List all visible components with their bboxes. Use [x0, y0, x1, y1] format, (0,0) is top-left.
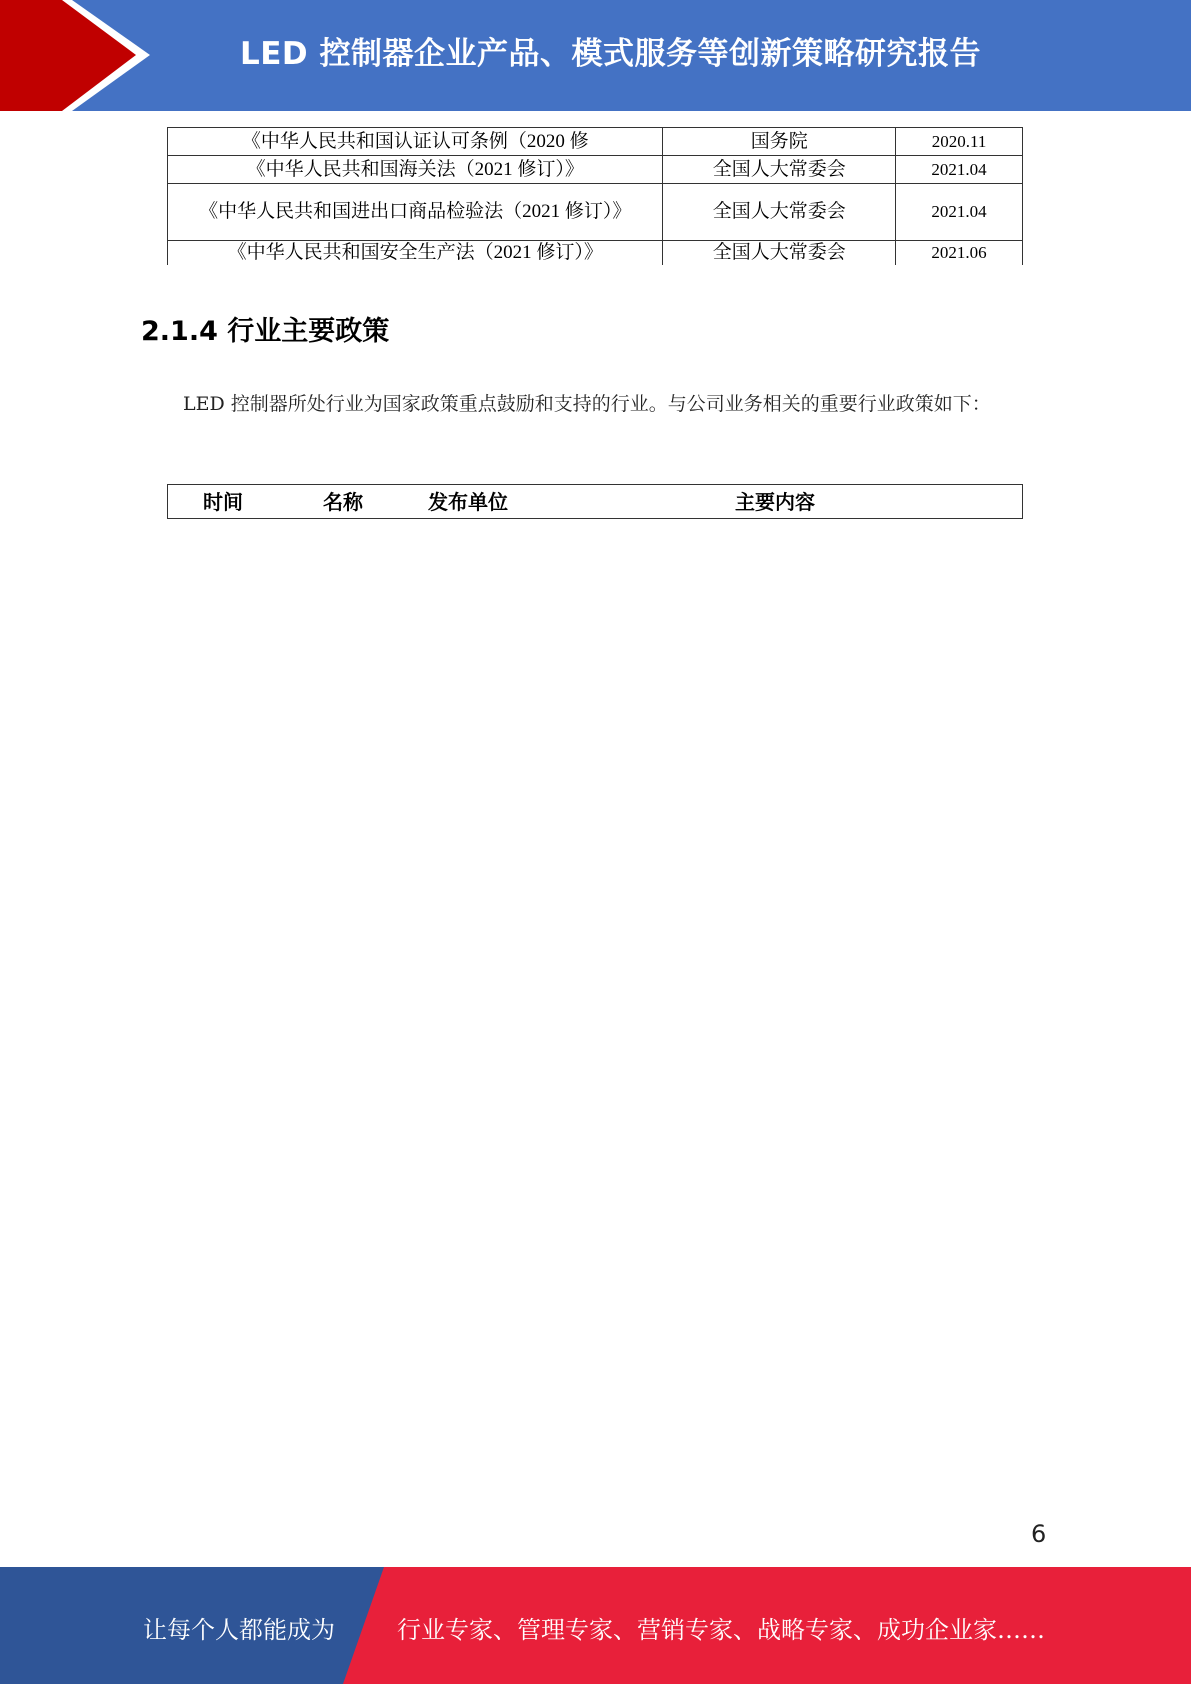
law-issuer: 全国人大常委会 — [663, 184, 896, 241]
column-header-name: 名称 — [278, 485, 408, 519]
column-header-content: 主要内容 — [528, 485, 1023, 519]
section-heading: 2.1.4 行业主要政策 — [141, 316, 390, 347]
column-header-issuer: 发布单位 — [408, 485, 528, 519]
page-number: 6 — [1031, 1520, 1047, 1548]
law-issuer: 国务院 — [663, 128, 896, 156]
body-paragraph: LED 控制器所处行业为国家政策重点鼓励和支持的行业。与公司业务相关的重要行业政策如下： — [183, 393, 991, 415]
table-row — [168, 184, 1023, 241]
law-table — [167, 127, 1023, 265]
table-header-row — [168, 485, 1023, 519]
law-name: 《中华人民共和国安全生产法（2021 修订）》 — [168, 241, 663, 266]
footer-slogan-right: 行业专家、管理专家、营销专家、战略专家、成功企业家…… — [397, 1616, 1045, 1644]
law-date: 2021.04 — [896, 156, 1023, 184]
law-name: 《中华人民共和国进出口商品检验法（2021 修订）》 — [168, 184, 663, 241]
law-date: 2021.04 — [896, 184, 1023, 241]
table-row — [168, 241, 1023, 266]
page-header — [0, 0, 1191, 111]
report-title: LED 控制器企业产品、模式服务等创新策略研究报告 — [240, 36, 981, 72]
column-header-time: 时间 — [168, 485, 279, 519]
law-date: 2021.06 — [896, 241, 1023, 266]
table-row — [168, 156, 1023, 184]
law-issuer: 全国人大常委会 — [663, 241, 896, 266]
page-footer — [0, 1567, 1191, 1684]
law-name: 《中华人民共和国海关法（2021 修订）》 — [168, 156, 663, 184]
law-issuer: 全国人大常委会 — [663, 156, 896, 184]
footer-slogan-left: 让每个人都能成为 — [143, 1616, 335, 1644]
table-row — [168, 128, 1023, 156]
policy-table — [167, 484, 1023, 519]
law-date: 2020.11 — [896, 128, 1023, 156]
law-name: 《中华人民共和国认证认可条例（2020 修 — [168, 128, 663, 156]
